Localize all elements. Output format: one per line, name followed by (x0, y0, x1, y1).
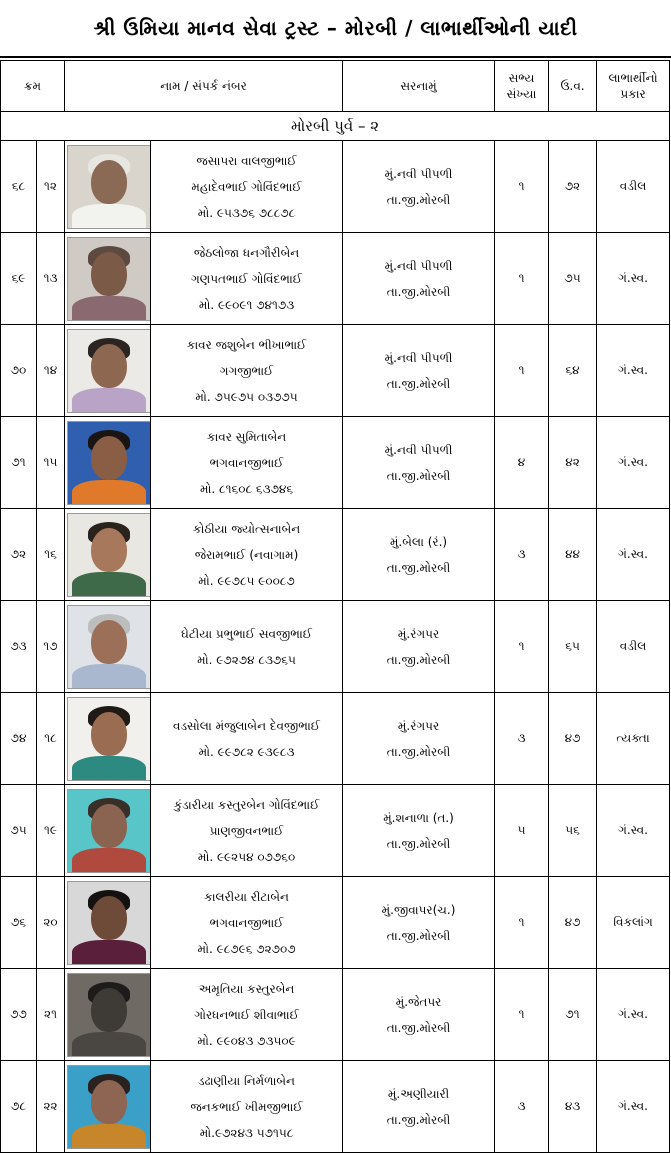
photo-cell (65, 233, 151, 325)
serial-number: ૭૮ (1, 1061, 37, 1153)
serial-number: ૭૧ (1, 417, 37, 509)
member-count: ૧ (495, 877, 549, 969)
phone-number: મો. ૯૯૨૫૪ ૦૭૭૬૦ (197, 849, 296, 864)
photo-clothing (72, 848, 146, 873)
serial-number: ૭૦ (1, 325, 37, 417)
beneficiary-photo (67, 973, 151, 1057)
address-cell (343, 233, 495, 325)
village: મું.જેતપર (395, 994, 442, 1009)
sub-number: ૧૭ (37, 601, 65, 693)
beneficiary-name-cont: મહાદેવભાઈ ગોવિંદભાઈ (191, 179, 302, 194)
phone-number: મો. ૯૯૭૮૫ ૯૦૦૮૭ (198, 573, 295, 588)
beneficiary-name: કાવર સુમિતાબેન (206, 429, 287, 444)
beneficiary-name-cont: ગગજીભાઈ (219, 363, 274, 378)
photo-clothing (72, 204, 146, 229)
age: ૭૫ (549, 233, 597, 325)
beneficiary-name-cont: જેરામભાઈ (નવાગામ) (194, 547, 299, 562)
table-row (1, 969, 670, 1061)
beneficiary-name: જેઠલોજા ધનગૌરીબેન (193, 245, 300, 260)
col-header-members-line1: સભ્ય (508, 71, 535, 85)
beneficiary-photo (67, 697, 151, 781)
village: મું.બેલા (રં.) (389, 534, 448, 549)
taluka-district: તા.જી.મોરબી (386, 744, 451, 759)
village: મું.જીવાપર(ચ.) (381, 902, 456, 917)
taluka-district: તા.જી.મોરબી (386, 1020, 451, 1035)
age: ૬૪ (549, 325, 597, 417)
name-contact-cell (151, 233, 343, 325)
serial-number: ૭૭ (1, 969, 37, 1061)
beneficiary-name: જસાપરા વાલજીભાઈ (196, 153, 297, 168)
serial-number: ૭૫ (1, 785, 37, 877)
section-title: મોરબી પુર્વ – ૨ (1, 112, 670, 141)
beneficiary-name: ઘેટીયા પ્રભુભાઈ સવજીભાઈ (180, 626, 313, 641)
photo-face (91, 344, 127, 388)
phone-number: મો. ૯૭૨૭૪ ૮૩૭૬૫ (197, 652, 296, 667)
age: ૪૩ (549, 1061, 597, 1153)
table-row (1, 141, 670, 233)
beneficiary-photo (67, 145, 151, 229)
beneficiary-name: વડસોલા મંજુલાબેન દેવજીભાઈ (172, 718, 321, 733)
photo-clothing (72, 480, 146, 505)
photo-face (91, 252, 127, 296)
photo-cell (65, 325, 151, 417)
col-header-age: ઉ.વ. (549, 61, 597, 112)
age: ૭૧ (549, 969, 597, 1061)
age: ૫૬ (549, 785, 597, 877)
sub-number: ૧૮ (37, 693, 65, 785)
address-cell (343, 509, 495, 601)
table-row (1, 417, 670, 509)
table-row (1, 785, 670, 877)
photo-clothing (72, 1032, 146, 1057)
address-cell (343, 693, 495, 785)
beneficiary-type: વડીલ (597, 141, 670, 233)
col-header-type-line2: પ્રકાર (620, 87, 646, 101)
phone-number: મો. ૯૫૩૭૬ ૭૮૮૭૮ (197, 205, 296, 220)
village: મું.નવી પીપળી (384, 442, 453, 457)
photo-clothing (72, 296, 146, 321)
photo-cell (65, 141, 151, 233)
name-contact-cell (151, 141, 343, 233)
serial-number: ૭૪ (1, 693, 37, 785)
village: મું.રંગપર (397, 718, 440, 733)
beneficiary-name-cont: પ્રાણજીવનભાઈ (209, 823, 284, 838)
address-cell (343, 417, 495, 509)
photo-cell (65, 417, 151, 509)
address-cell (343, 601, 495, 693)
serial-number: ૭૬ (1, 877, 37, 969)
photo-face (91, 896, 127, 940)
address-cell (343, 141, 495, 233)
member-count: ૩ (495, 1061, 549, 1153)
beneficiary-name: કોઠીયા જ્યોત્સનાબેન (192, 521, 301, 536)
photo-cell (65, 693, 151, 785)
table-row (1, 877, 670, 969)
village: મું.રંગપર (397, 626, 440, 641)
beneficiary-type: ત્યક્તા (597, 693, 670, 785)
name-contact-cell (151, 417, 343, 509)
photo-clothing (72, 940, 146, 965)
address-cell (343, 877, 495, 969)
photo-face (91, 160, 127, 204)
name-contact-cell (151, 693, 343, 785)
address-cell (343, 969, 495, 1061)
village: મું.નવી પીપળી (384, 350, 453, 365)
beneficiary-photo (67, 789, 151, 873)
age: ૬૫ (549, 601, 597, 693)
photo-cell (65, 509, 151, 601)
member-count: ૩ (495, 693, 549, 785)
photo-face (91, 436, 127, 480)
photo-face (91, 528, 127, 572)
name-contact-cell (151, 601, 343, 693)
member-count: ૧ (495, 325, 549, 417)
member-count: ૪ (495, 417, 549, 509)
age: ૪૨ (549, 417, 597, 509)
member-count: ૩ (495, 509, 549, 601)
taluka-district: તા.જી.મોરબી (386, 836, 451, 851)
table-row (1, 693, 670, 785)
beneficiary-type: ગં.સ્વ. (597, 325, 670, 417)
photo-face (91, 1080, 127, 1124)
sub-number: ૧૩ (37, 233, 65, 325)
sub-number: ૨૨ (37, 1061, 65, 1153)
village: મું.નવી પીપળી (384, 258, 453, 273)
col-header-address: સરનામું (343, 61, 495, 112)
member-count: ૫ (495, 785, 549, 877)
beneficiary-photo (67, 421, 151, 505)
beneficiary-name-cont: ગણપતભાઈ ગોવિંદભાઈ (190, 271, 303, 286)
sub-number: ૧૨ (37, 141, 65, 233)
beneficiary-name: કુંડારીયા કસ્તુરબેન ગોવિંદભાઈ (173, 797, 320, 812)
member-count: ૧ (495, 233, 549, 325)
taluka-district: તા.જી.મોરબી (386, 560, 451, 575)
beneficiary-photo (67, 605, 151, 689)
serial-number: ૭૩ (1, 601, 37, 693)
table-row (1, 509, 670, 601)
beneficiary-type: ગં.સ્વ. (597, 509, 670, 601)
photo-cell (65, 601, 151, 693)
beneficiary-photo (67, 329, 151, 413)
beneficiary-name: કાલરીયા રીટાબેન (204, 889, 289, 904)
serial-number: ૬૯ (1, 233, 37, 325)
beneficiary-type: ગં.સ્વ. (597, 233, 670, 325)
beneficiary-photo (67, 513, 151, 597)
photo-face (91, 988, 127, 1032)
address-cell (343, 785, 495, 877)
beneficiary-type: ગં.સ્વ. (597, 969, 670, 1061)
col-header-members (495, 61, 549, 112)
village: મું.નવી પીપળી (384, 166, 453, 181)
name-contact-cell (151, 325, 343, 417)
beneficiary-name: કાવર જશુબેન ભીખાભાઈ (186, 337, 307, 352)
member-count: ૧ (495, 969, 549, 1061)
table-row (1, 601, 670, 693)
phone-number: મો. ૮૧૬૦૮ ૬૩૭૪૬ (199, 481, 294, 496)
phone-number: મો. ૯૯૦૯૧ ૭૪૧૭૩ (198, 297, 295, 312)
photo-face (91, 620, 127, 664)
name-contact-cell (151, 969, 343, 1061)
member-count: ૧ (495, 141, 549, 233)
sub-number: ૧૫ (37, 417, 65, 509)
taluka-district: તા.જી.મોરબી (386, 652, 451, 667)
sub-number: ૧૪ (37, 325, 65, 417)
beneficiary-type: વિકલાંગ (597, 877, 670, 969)
phone-number: મો.૯૭૨૪૩ ૫૭૧૫૮ (199, 1125, 294, 1140)
age: ૪૭ (549, 693, 597, 785)
photo-cell (65, 877, 151, 969)
beneficiary-name: ડઢાણીયા નિર્મળાબેન (198, 1073, 296, 1088)
village: મું.શનાળા (ત.) (383, 810, 454, 825)
beneficiary-name: અમૃતિયા કસ્તુરબેન (198, 981, 295, 996)
name-contact-cell (151, 509, 343, 601)
age: ૪૭ (549, 877, 597, 969)
phone-number: મો. ૯૮૭૯૬ ૭૨૭૦૭ (197, 941, 296, 956)
beneficiary-table (0, 60, 670, 1153)
photo-clothing (72, 756, 146, 781)
address-cell (343, 325, 495, 417)
col-header-name: નામ / સંપર્ક નંબર (65, 61, 343, 112)
sub-number: ૧૯ (37, 785, 65, 877)
beneficiary-name-cont: જનકભાઈ ખીમજીભાઈ (190, 1099, 303, 1114)
phone-number: મો. ૭૫૯૭૫ ૦૩૭૭૫ (195, 389, 298, 404)
phone-number: મો. ૯૯૦૪૩ ૭૩૫૦૯ (197, 1033, 296, 1048)
photo-cell (65, 969, 151, 1061)
serial-number: ૬૮ (1, 141, 37, 233)
phone-number: મો. ૯૯૭૮૨ ૯૩૯૮૩ (198, 744, 295, 759)
village: મું.અણીયારી (387, 1086, 450, 1101)
col-header-type-line1: લાભાર્થીનો (608, 71, 658, 85)
beneficiary-type: ગં.સ્વ. (597, 785, 670, 877)
col-header-type (597, 61, 670, 112)
table-row (1, 325, 670, 417)
beneficiary-name-cont: ભગવાનજીભાઈ (209, 915, 284, 930)
member-count: ૧ (495, 601, 549, 693)
photo-clothing (72, 1124, 146, 1149)
photo-clothing (72, 664, 146, 689)
taluka-district: તા.જી.મોરબી (386, 284, 451, 299)
beneficiary-name-cont: ભગવાનજીભાઈ (209, 455, 284, 470)
col-header-serial: ક્રમ (1, 61, 65, 112)
age: ૪૪ (549, 509, 597, 601)
table-header-row (1, 61, 670, 112)
name-contact-cell (151, 785, 343, 877)
beneficiary-photo (67, 237, 151, 321)
photo-cell (65, 785, 151, 877)
col-header-members-line2: સંખ્યા (506, 87, 537, 101)
sub-number: ૨૧ (37, 969, 65, 1061)
sub-number: ૧૬ (37, 509, 65, 601)
table-row (1, 233, 670, 325)
sub-number: ૨૦ (37, 877, 65, 969)
photo-clothing (72, 388, 146, 413)
beneficiary-name-cont: ગોરધનભાઈ શીવાભાઈ (194, 1007, 299, 1022)
page-title: શ્રી ઉમિયા માનવ સેવા ટ્રસ્ટ – મોરબી / લાભાર્થીઓની યાદી (0, 0, 671, 58)
photo-face (91, 712, 127, 756)
photo-face (91, 804, 127, 848)
age: ૭૨ (549, 141, 597, 233)
beneficiary-type: ગં.સ્વ. (597, 417, 670, 509)
beneficiary-photo (67, 881, 151, 965)
taluka-district: તા.જી.મોરબી (386, 376, 451, 391)
beneficiary-type: વડીલ (597, 601, 670, 693)
name-contact-cell (151, 877, 343, 969)
section-row (1, 112, 670, 141)
photo-clothing (72, 572, 146, 597)
taluka-district: તા.જી.મોરબી (386, 468, 451, 483)
beneficiary-type: ગં.સ્વ. (597, 1061, 670, 1153)
taluka-district: તા.જી.મોરબી (386, 928, 451, 943)
serial-number: ૭૨ (1, 509, 37, 601)
taluka-district: તા.જી.મોરબી (386, 192, 451, 207)
taluka-district: તા.જી.મોરબી (386, 1112, 451, 1127)
